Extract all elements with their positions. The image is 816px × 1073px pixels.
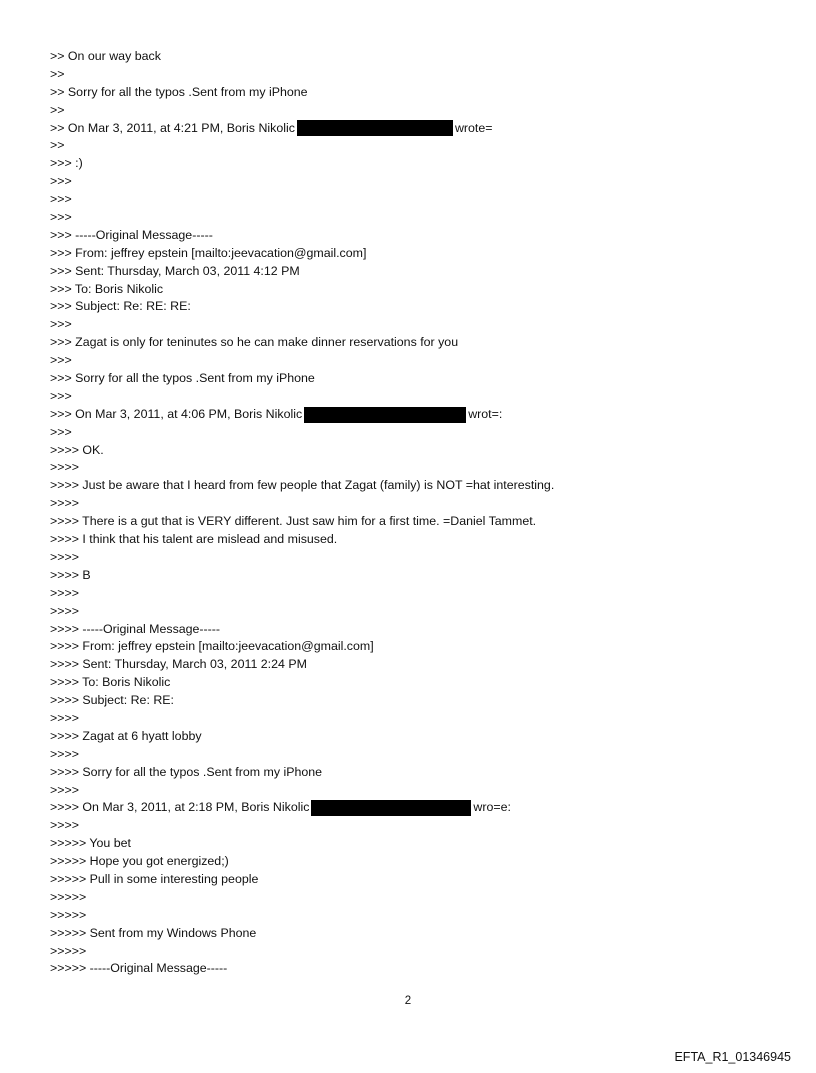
text-line: >>> [50, 424, 72, 439]
line-text-after-redaction: wro=e: [473, 800, 511, 815]
text-line: >>>> [50, 460, 79, 475]
text-line: >>>>> -----Original Message----- [50, 961, 228, 976]
text-line: >>> Sent: Thursday, March 03, 2011 4:12 PM [50, 263, 300, 278]
text-line: >>>>> [50, 943, 87, 958]
text-line: >>>> [50, 710, 79, 725]
text-line: >>>>> Pull in some interesting people [50, 871, 259, 886]
text-line: >>> [50, 210, 72, 225]
text-line: >>>> [50, 818, 79, 833]
text-line: >>> [50, 317, 72, 332]
text-line: >>>>> You bet [50, 836, 131, 851]
text-line: >> On our way back [50, 49, 161, 63]
text-line: >>>>> [50, 889, 87, 904]
text-line: >>>> -----Original Message----- [50, 621, 221, 636]
text-line [50, 120, 770, 138]
text-line: >>> To: Boris Nikolic [50, 281, 164, 296]
text-line: >>>> [50, 549, 79, 564]
line-text-after-redaction: wrote= [454, 120, 493, 135]
text-line: >>>> Subject: Re: RE: [50, 693, 174, 708]
page-number: 2 [404, 995, 412, 1007]
text-line: >>> [50, 192, 72, 207]
text-line: >>>> B [50, 567, 91, 582]
redaction-box [304, 407, 466, 423]
text-line: >>> [50, 388, 72, 403]
redaction-box [297, 120, 453, 136]
text-line: >>>> Sent: Thursday, March 03, 2011 2:24 PM [50, 657, 307, 672]
text-line: >>>> [50, 746, 79, 761]
text-line: >>>> Sorry for all the typos .Sent from my iPhone [50, 764, 323, 779]
text-line [50, 799, 770, 817]
line-text-before-redaction: >> On Mar 3, 2011, at 4:21 PM, Boris Nikolic [50, 120, 295, 135]
line-text-before-redaction: >>>> On Mar 3, 2011, at 2:18 PM, Boris Nikolic [50, 800, 310, 815]
text-line: >>>> Just be aware that I heard from few people that Zagat (family) is NOT =hat interesting. [50, 478, 555, 493]
text-line: >>>>> [50, 907, 87, 922]
document-id: EFTA_R1_01346945 [674, 1050, 791, 1064]
text-line: >>>> [50, 585, 79, 600]
text-line: >>>> Zagat at 6 hyatt lobby [50, 728, 202, 743]
text-line: >>> Sorry for all the typos .Sent from my iPhone [50, 371, 315, 386]
text-line: >>> [50, 174, 72, 189]
text-line: >>>>> Sent from my Windows Phone [50, 925, 257, 940]
line-text-after-redaction: wrot=: [468, 406, 503, 421]
text-line: >>>> To: Boris Nikolic [50, 675, 171, 690]
email-body [50, 48, 770, 978]
line-text-before-redaction: >>> On Mar 3, 2011, at 4:06 PM, Boris Nikolic [50, 406, 303, 421]
text-line: >>> Subject: Re: RE: RE: [50, 299, 191, 314]
text-line: >>>> From: jeffrey epstein [mailto:jeevacation@gmail.com] [50, 639, 374, 654]
text-line: >> [50, 102, 65, 117]
text-line: >>>> [50, 603, 79, 618]
text-line: >> Sorry for all the typos .Sent from my iPhone [50, 84, 308, 99]
text-line: >>>> I think that his talent are mislead and misused. [50, 532, 338, 547]
text-line: >>> -----Original Message----- [50, 227, 213, 242]
text-line: >>>> [50, 782, 79, 797]
text-line: >>> From: jeffrey epstein [mailto:jeevacation@gmail.com] [50, 245, 367, 260]
text-line: >>>> OK. [50, 442, 104, 457]
text-line: >>>> There is a gut that is VERY different. Just saw him for a first time. =Daniel Tammet. [50, 514, 537, 529]
text-line [50, 406, 770, 424]
text-line: >> [50, 66, 65, 81]
text-line: >>>>> Hope you got energized;) [50, 854, 229, 869]
text-line: >>> :) [50, 156, 83, 171]
text-line: >>> [50, 353, 72, 368]
redaction-box [311, 800, 471, 816]
text-line: >>>> [50, 496, 79, 511]
text-line: >> [50, 138, 65, 153]
text-line: >>> Zagat is only for teninutes so he can make dinner reservations for you [50, 335, 459, 350]
